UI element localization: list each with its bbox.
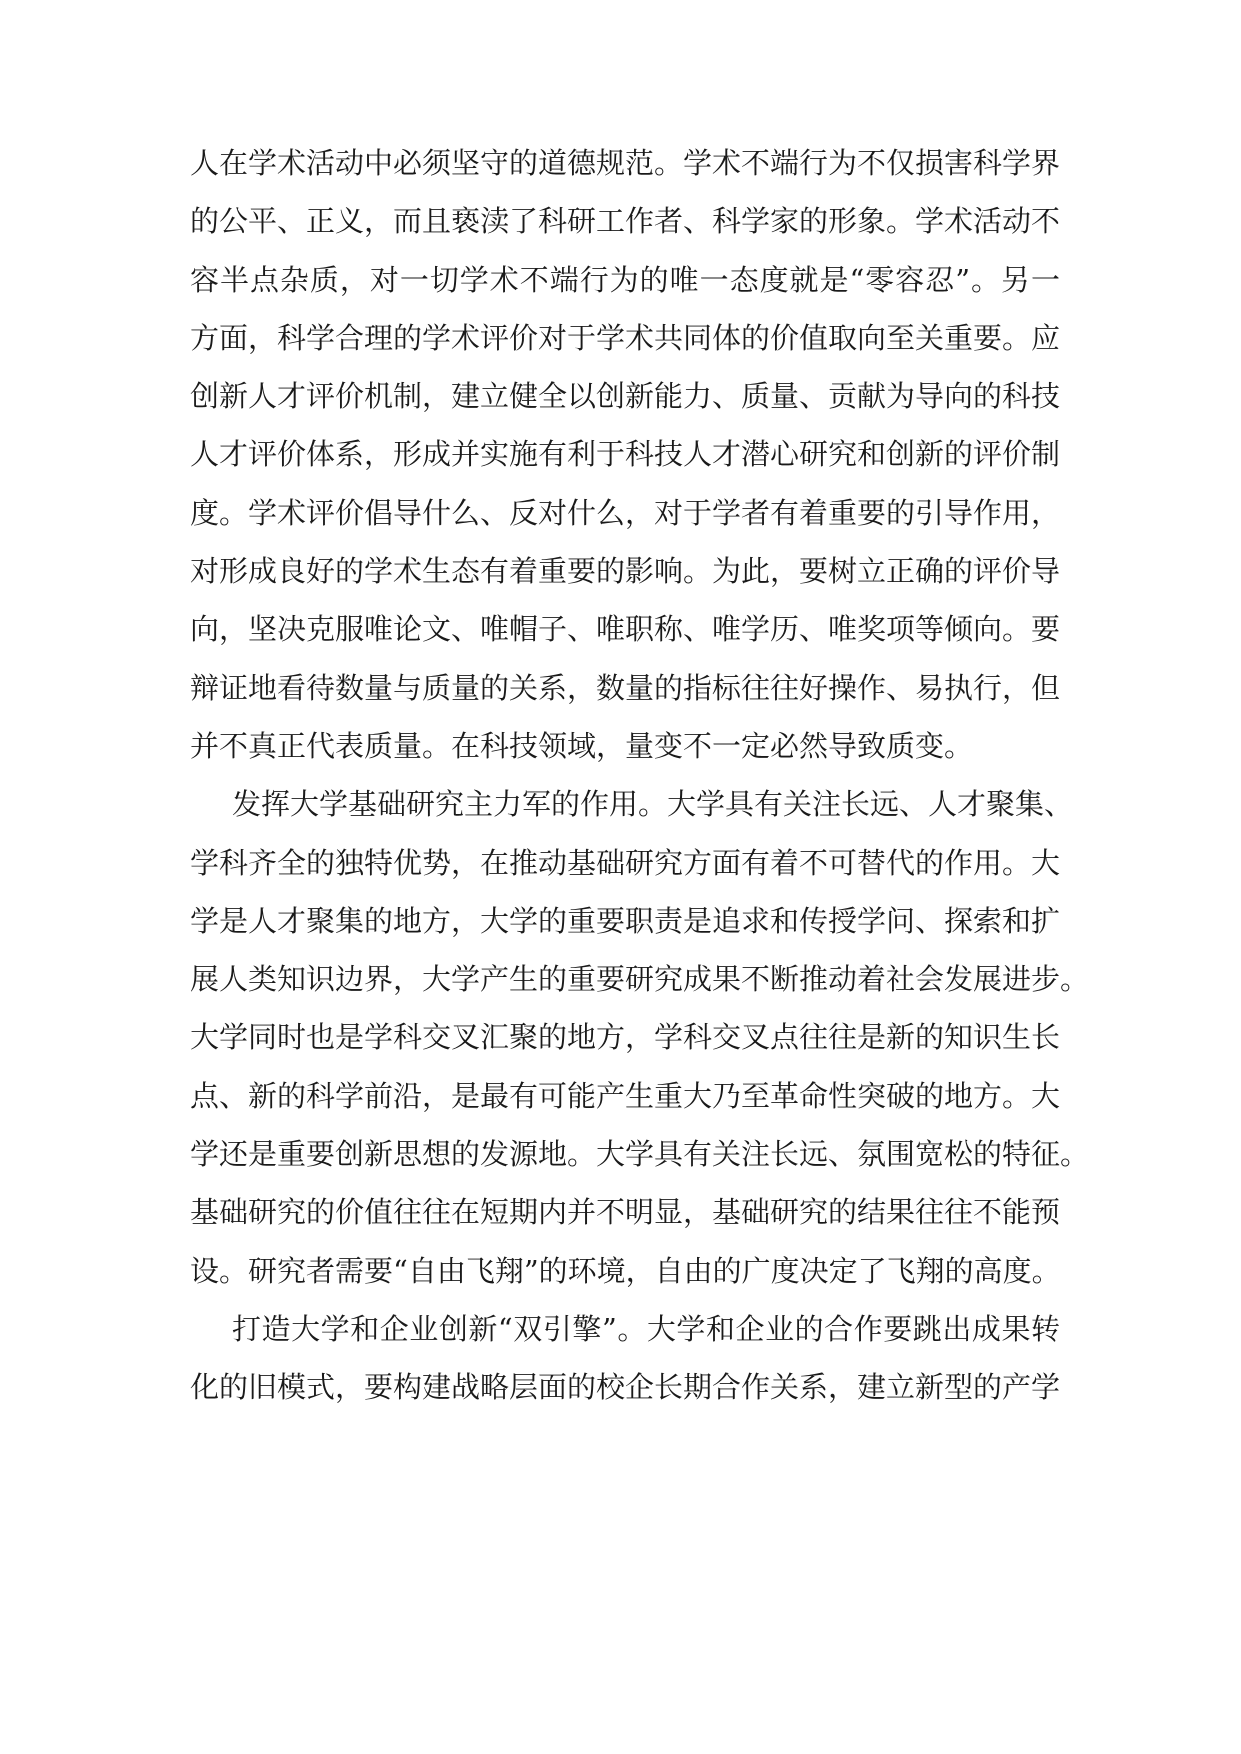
body-text: [190, 134, 1090, 1417]
text-line: 点、新的科学前沿，是最有可能产生重大乃至革命性突破的地方。大: [190, 1078, 1061, 1113]
text-line: 学还是重要创新思想的发源地。大学具有关注长远、氛围宽松的特征。: [190, 1137, 1090, 1172]
text-line: 学科齐全的独特优势，在推动基础研究方面有着不可替代的作用。大: [190, 845, 1061, 880]
text-line: 大学同时也是学科交叉汇聚的地方，学科交叉点往往是新的知识生长: [190, 1020, 1061, 1055]
text-line: 的公平、正义，而且亵渎了科研工作者、科学家的形象。学术活动不: [190, 204, 1061, 239]
text-line: 化的旧模式，要构建战略层面的校企长期合作关系，建立新型的产学: [190, 1370, 1061, 1405]
text-line: 创新人才评价机制，建立健全以创新能力、质量、贡献为导向的科技: [190, 379, 1061, 414]
text-line: 学是人才聚集的地方，大学的重要职责是追求和传授学问、探索和扩: [190, 903, 1061, 938]
text-line: 人在学术活动中必须坚守的道德规范。学术不端行为不仅损害科学界: [190, 146, 1061, 180]
text-line: 容半点杂质，对一切学术不端行为的唯一态度就是“零容忍”。另一: [190, 262, 1060, 297]
text-line: 设。研究者需要“自由飞翔”的环境，自由的广度决定了飞翔的高度。: [190, 1253, 1061, 1288]
paragraph-start-line: 发挥大学基础研究主力军的作用。大学具有关注长远、人才聚集、: [232, 787, 1074, 822]
text-line: 展人类知识边界，大学产生的重要研究成果不断推动着社会发展进步。: [190, 962, 1090, 997]
text-line: 度。学术评价倡导什么、反对什么，对于学者有着重要的引导作用，: [190, 495, 1061, 530]
text-line: 基础研究的价值往往在短期内并不明显，基础研究的结果往往不能预: [190, 1195, 1061, 1230]
text-line: 人才评价体系，形成并实施有利于科技人才潜心研究和创新的评价制: [190, 437, 1061, 472]
paragraph-start-line: 打造大学和企业创新“双引擎”。大学和企业的合作要跳出成果转: [232, 1311, 1060, 1346]
text-line: 辩证地看待数量与质量的关系，数量的指标往往好操作、易执行，但: [190, 670, 1061, 705]
text-line: 方面，科学合理的学术评价对于学术共同体的价值取向至关重要。应: [190, 320, 1061, 355]
text-line: 对形成良好的学术生态有着重要的影响。为此，要树立正确的评价导: [190, 554, 1061, 589]
text-line: 并不真正代表质量。在科技领域，量变不一定必然导致质变。: [190, 728, 974, 763]
text-line: 向，坚决克服唯论文、唯帽子、唯职称、唯学历、唯奖项等倾向。要: [190, 612, 1061, 647]
